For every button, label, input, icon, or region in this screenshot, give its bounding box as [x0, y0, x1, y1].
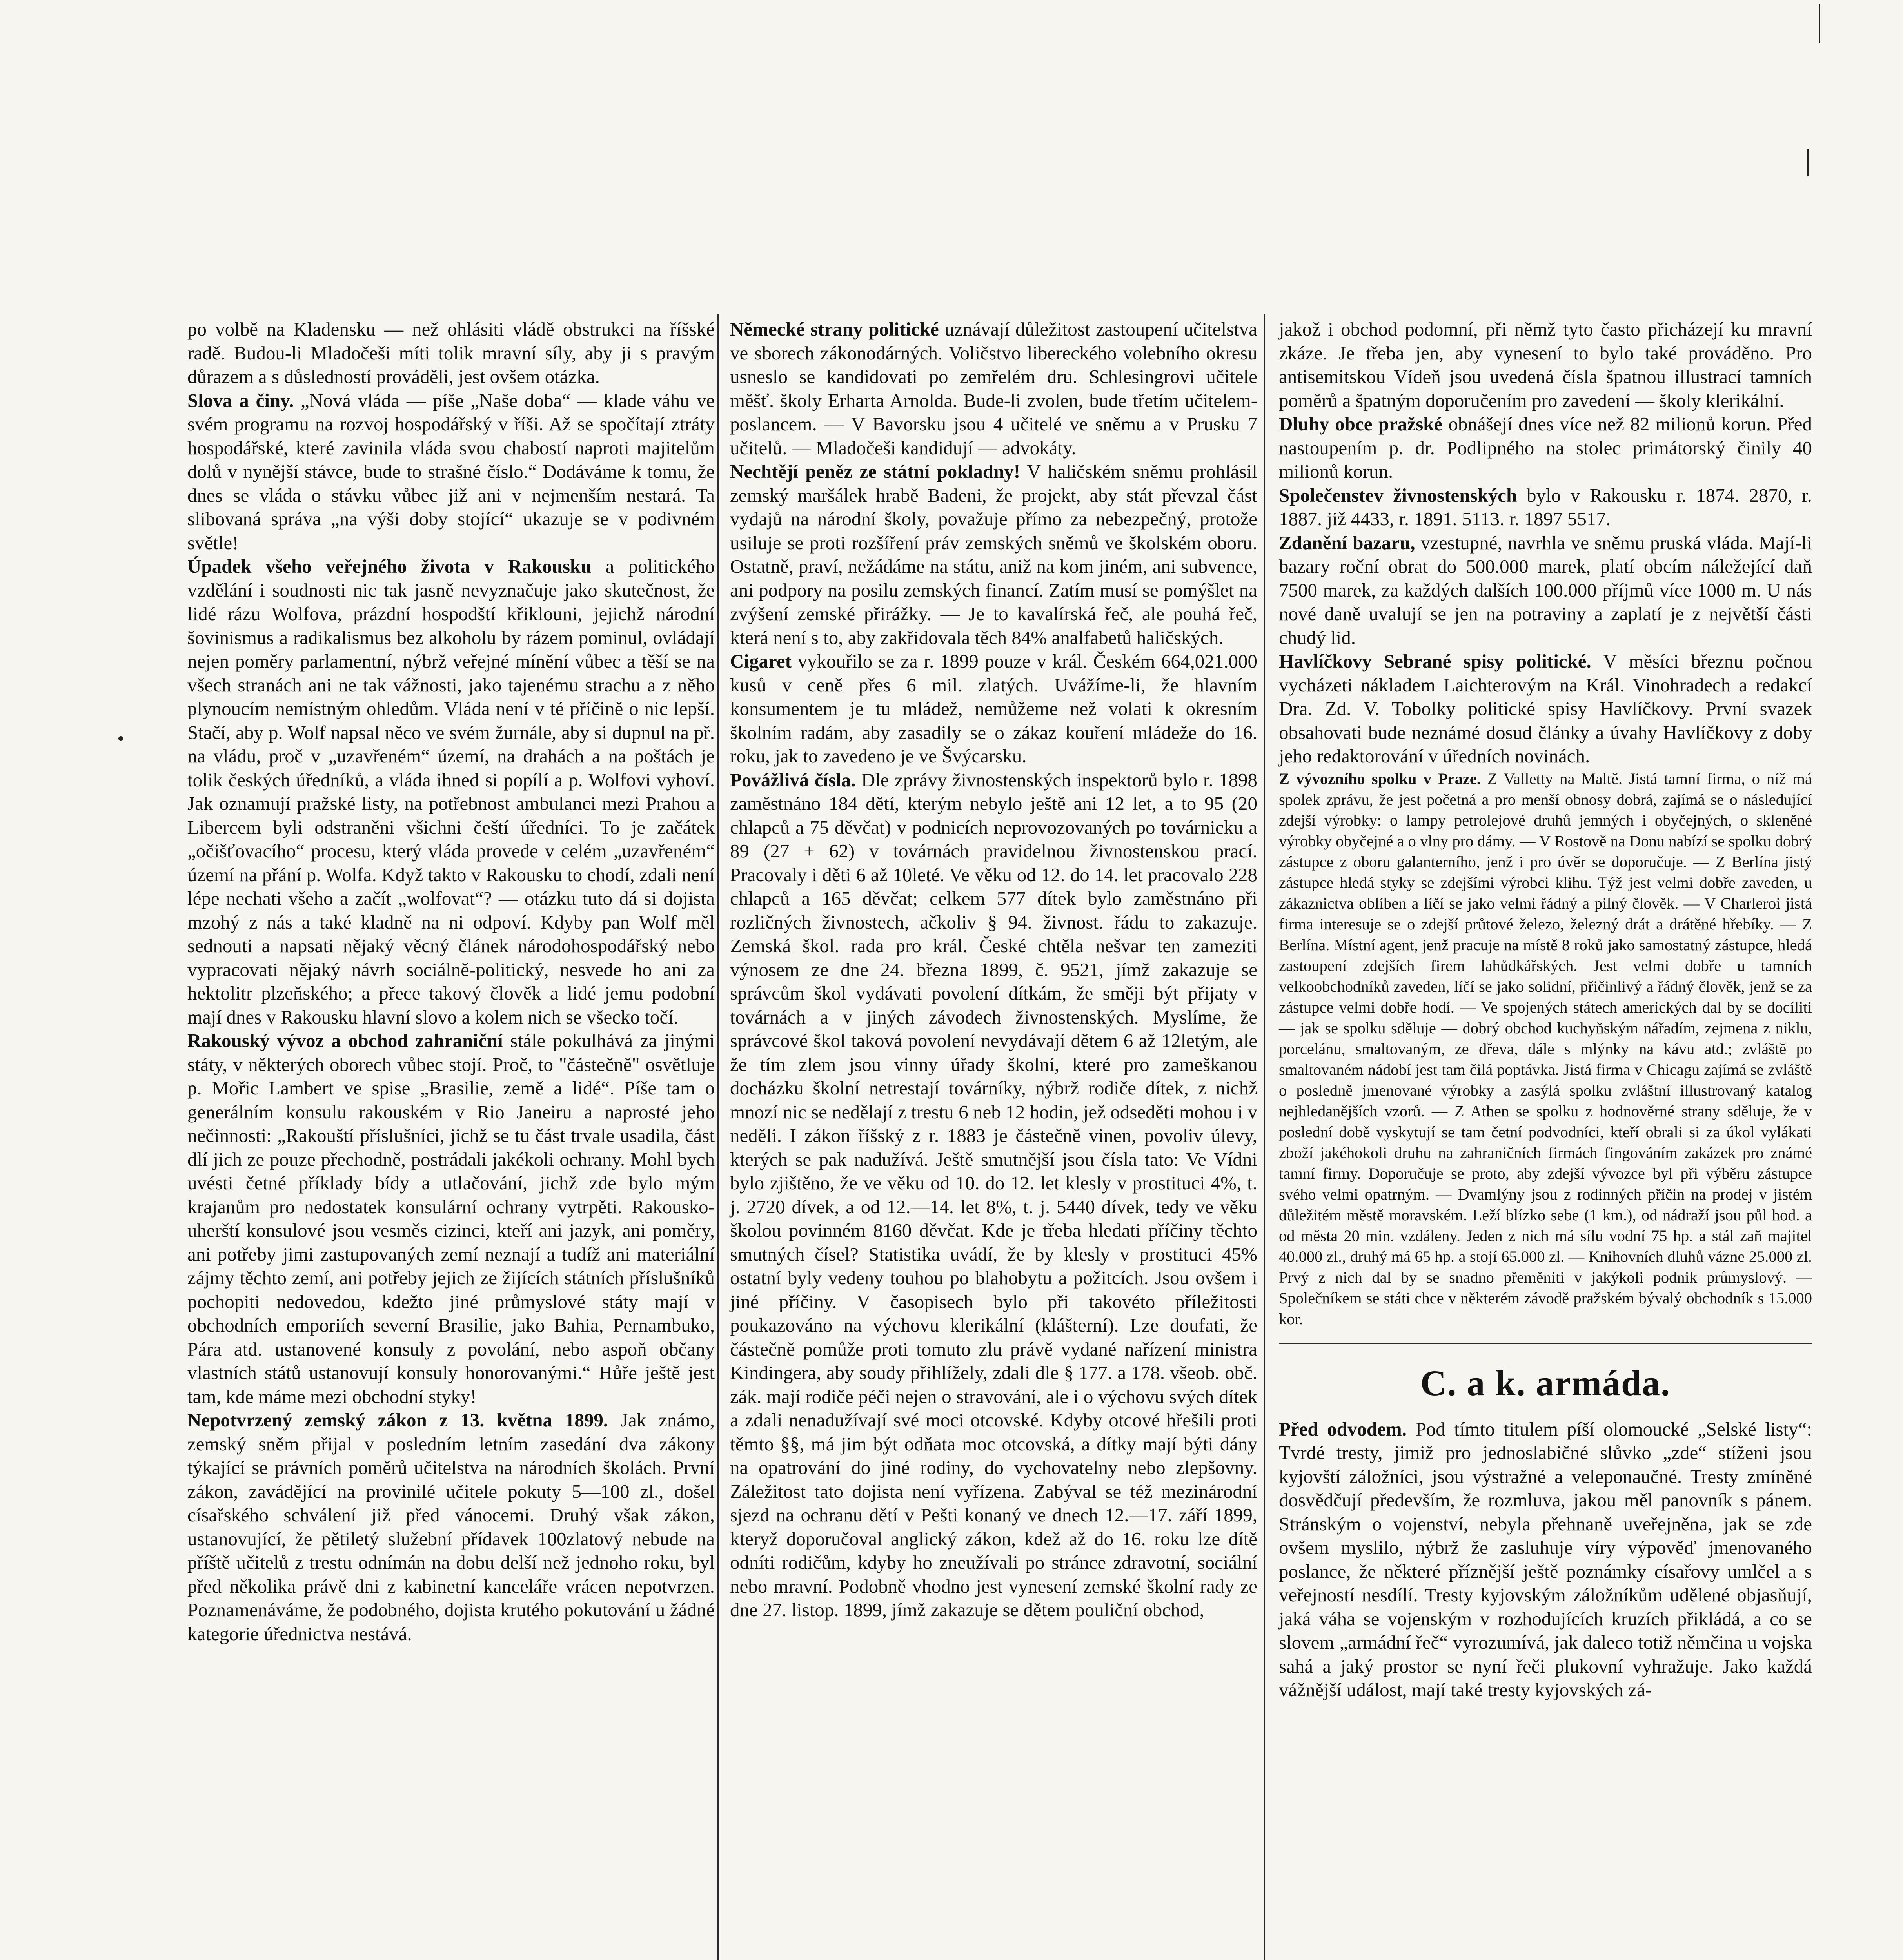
article: Havlíčkovy Sebrané spisy politické. V měsíci březnu počnou vycházeti nákladem Laichterovým na Král. Vinohradech a redakcí Dra. Zd. V. Tobolky politické spisy Havlíčkovy. První svazek obsahovati bude neznámé dosud články a úvahy Havlíčkovy z doby jeho redaktorování v úředních novinách.	[1279, 650, 1812, 767]
article-export-notices: Z vývozního spolku v Praze. Z Valletty na Maltě. Jistá tamní firma, o níž má spolek zprávu, že jest početná a pro menší obnosy dobrá, zajímá se o následující zdejší výrobky: o lampy petrolejové druhů jemných i obyčejných, o skleněné výrobky obyčejné a o vlny pro dámy. — V Rostově na Donu nabízí se spolku dobrý zástupce z oboru galanterního, jenž i pro úvěr se doporučuje. — Z Berlína jistý zástupce hledá styky se zdejšími výrobci klihu. Týž jest velmi dobře zaveden, u zákaznictva oblíben a líčí se jako velmi řádný a pilný člověk. — V Charleroi jistá firma interesuje se o zdejší průtové železo, železný drát a drátěné hřebíky. — Z Berlína. Místní agent, jenž pracuje na místě 8 roků jako samostatný zástupce, hledá zastoupení zdejších firem lahůdkářských. Jest velmi dobře u tamních velkoobchodníků zaveden, líčí se jako solidní, přičinlivý a řádný člověk, jenž se za zástupce velmi dobře hodí. — Ve spojených státech amerických dal by se docíliti — jak se spolku sděluje — dobrý obchod kuchyňským nářadím, zejmena z niklu, porcelánu, smaltovaným, ze dřeva, dále s mlýnky na kávu atd.; zvláště po smaltovaném nádobí jest tam čilá poptávka. Jistá firma v Chicagu zajímá se zvláště o posledně jmenované výrobky a zasýlá spolku zvláštní illustrovaný katalog nejhledanějších vzorů. — Z Athen se spolku z hodnověrné strany sděluje, že v poslední době vyskytují se tam četní podvodníci, kteří obrali si za úkol vylákati zboží jakéhokoli druhu na zahraničních firmách fingováním zakázek pro známé tamní firmy. Doporučuje se proto, aby zdejší vývozce byl při výběru zástupce svého velmi opatrným. — Dvamlýny jsou z rodinných příčin na prodej v jistém důležitém městě moravském. Leží blízko sebe (1 km.), od nádraží jsou půl hod. a od města 20 min. vzdáleny. Jeden z nich má sílu vodní 75 hp. a stál zaň majitel 40.000 zl., druhý má 65 hp. a stojí 65.000 zl. — Knihovních dluhů vázne 25.000 zl. Prvý z nich dal by se snadno přeměniti v jakýkoli podnik průmyslový. — Společníkem se státi chce v některém závodě pražském bývalý obchodník s 15.000 kor.	[1279, 769, 1812, 1328]
margin-mark-top	[1819, 4, 1820, 43]
column-1	[187, 318, 715, 1646]
section-heading: C. a k. armáda.	[1420, 1363, 1671, 1403]
column-2	[730, 318, 1257, 1622]
article: Před odvodem. Pod tímto titulem píší olomoucké „Selské listy“: Tvrdé tresty, jimiž pro jednoslabičné slůvko „zde“ stíženi jsou kyjovští záložníci, jsou výstražné a veleponaučné. Tresty zmíněné dosvědčují především, že rozmluva, jakou měl panovník s pánem. Stránským o vojenství, nebyla přehnaně uveřejněna, jak se zde ovšem myslilo, nýbrž že zasluhuje víry výpověď jmenovaného poslance, že některé příznější ještě poznámky císařovy umlčel a s veřejností nesdílí. Tresty kyjovským záložníkům udělené objasňují, jaká váha se vojenským v rozhodujících kruzích přikládá, a co se slovem „armádní řeč“ vyrozumívá, jak daleco totiž němčina u vojska sahá a jaký prostor se nyní řeči plukovní vyhražuje. Jako každá vážnější událost, mají také tresty kyjovských zá-	[1279, 1418, 1812, 1700]
column-3	[1279, 318, 1812, 1702]
article: Německé strany politické uznávají důležitost zastoupení učitelstva ve sborech zákonodárných. Voličstvo libereckého volebního okresu usneslo se kandidovati po zemřelém dru. Schlesingrovi učitele měšť. školy Erharta Arnolda. Bude-li zvolen, bude třetím učitelem-poslancem. — V Bavorsku jsou 4 učitelé ve sněmu a v Prusku 7 učitelů. — Mladočeši kandidují — advokáty.	[730, 318, 1258, 459]
margin-mark-right	[1807, 149, 1809, 176]
article: jakož i obchod podomní, při němž tyto často přicházejí ku mravní zkáze. Je třeba jen, aby vynesení to bylo také prováděno. Pro antisemitskou Vídeň jsou uvedená čísla špatnou illustrací tamních poměrů a špatným doporučením pro zavedení — školy klerikální.	[1279, 318, 1812, 411]
section-rule	[1279, 1343, 1812, 1344]
article: Zdanění bazaru, vzestupné, navrhla ve sněmu pruská vláda. Mají-li bazary roční obrat do 500.000 marek, platí obcím náležející daň 7500 marek, za každých dalších 100.000 příjmů více 1000 m. U nás nové daně uvalují se jen na potraviny a zaplatí je z největší části chudý lid.	[1279, 532, 1812, 648]
column-divider-left	[717, 314, 719, 1960]
article: Nechtějí peněz ze státní pokladny! V haličském sněmu prohlásil zemský maršálek hrabě Badeni, že projekt, aby stát převzal část vydajů na národní školy, považuje přímo za nebezpečný, protože usiluje se proti rozšíření práv zemských sněmů ve školském oboru. Ostatně, praví, nežádáme na státu, aniž na kom jiném, ani subvence, ani podpory na posilu zemských financí. Zatím musí se pomýšlet na zvýšení zemské přirážky. — Je to kavalírská řeč, ale pouhá řeč, která není s to, aby zakřidovala těch 84% analfabetů haličských.	[730, 461, 1257, 648]
article: Cigaret vykouřilo se za r. 1899 pouze v král. Českém 664,021.000 kusů v ceně přes 6 mil. zlatých. Uvážíme-li, že hlavním konsumentem je tu mládež, nemůžeme než volati k okresním školním radám, aby zasadily se o zákaz kouření mládeže do 16. roku, jak to zavedeno je ve Švýcarsku.	[730, 650, 1257, 767]
article: Úpadek všeho veřejného života v Rakousku a politického vzdělání i soudnosti nic tak jasně nevyznačuje jako skutečnost, že lidé rázu Wolfova, prázdní hospodští křiklouni, jejichž národní šovinismus a radikalismus bez alkoholu by rázem pominul, ovládají nejen poměry parlamentní, nýbrž veřejné mínění vůbec a těší se na všech stranách ani ne tak vážnosti, jako tajenému strachu a z něho plynoucím nemístným ohledům. Vláda není v té příčině o nic lepší. Stačí, aby p. Wolf napsal něco ve svém žurnále, aby si dupnul na př. na vládu, proč v „uzavřeném“ území, na drahách a na poštách je tolik českých úředníků, a vláda ihned si popílí a p. Wolfovi vyhoví. Jak oznamují pražské listy, na potřebnost ambulanci mezi Prahou a Libercem byli odstraněni všichni čeští úředníci. To je začátek „očišťovacího“ procesu, který vláda provede v celém „uzavřeném“ území na přání p. Wolfa. Když takto v Rakousku to chodí, zdali není lépe nechati všeho a začít „wolfovat“? — otázku tuto dá si dojista mzohý z nás a také kladně na ni odpoví. Kdyby pan Wolf měl sednouti a napsati nějaký věcný článek národohospodářský nebo vypracovati nějaký návrh sociálně-politický, nesvede ho ani za hektolitr plzeňského; a přece takový člověk a lidé jemu podobní mají dnes v Rakousku hlavní slovo a kolem nich se všecko točí.	[187, 555, 715, 1028]
article: po volbě na Kladensku — než ohlásiti vládě obstrukci na říšské radě. Budou-li Mladočeši míti tolik mravní síly, aby ji s pravým důrazem a s důsledností prováděli, jest ovšem otázka.	[187, 318, 715, 387]
article: Dluhy obce pražské obnášejí dnes více než 82 milionů korun. Před nastoupením p. dr. Podlipného na stolec primátorský činily 40 milionů korun.	[1279, 413, 1812, 482]
article: Rakouský vývoz a obchod zahraniční stále pokulhává za jinými státy, v některých oborech vůbec stojí. Proč, to "částečně" osvětluje p. Mořic Lambert ve spise „Brasilie, země a lidé“. Píše tam o generálním konsulu rakouském v Rio Janeiru a naprosté jeho nečinnosti: „Rakouští příslušníci, jichž se tu část trvale usadila, část dlí jich ze pouze přechodně, postrádali jakékoli ochrany. Mohl bych uvésti četné příklady bídy a utlačování, jichž zde bylo mým krajanům pro nedostatek konsulární ochrany vytrpěti. Rakousko-uherští konsulové jsou vesměs cizinci, kteří ani jazyk, ani poměry, ani potřeby jimi zastupovaných zemí neznají a tudíž ani materiální zájmy těchto zemí, ani potřeby jejich ze žijících státních příslušníků pochopiti nedovedou, kdežto jiné průmyslové státy mají v obchodních emporiích severní Brasilie, jako Bahia, Pernambuko, Pára atd. ustanovené konsuly z povolání, nebo aspoň občany vlastních států ustanovují konsuly honorovanými.“ Hůře ještě jest tam, kde máme mezi obchodní styky!	[187, 1030, 715, 1407]
margin-dot	[118, 736, 123, 741]
article: Slova a činy. „Nová vláda — píše „Naše doba“ — klade váhu ve svém programu na rozvoj hospodářský v říši. Až se spočítají ztráty hospodářské, které zavinila vláda svou chabostí naproti majitelům dolů v nynější stávce, bude to strašné číslo.“ Dodáváme k tomu, že dnes se vláda o stávku vůbec již ani v nejmenším nestará. Ta slibovaná správa „na výši doby stojící“ ukazuje se v podivném světle!	[187, 389, 715, 554]
column-divider-right	[1264, 314, 1265, 1960]
article: Nepotvrzený zemský zákon z 13. května 1899. Jak známo, zemský sněm přijal v posledním letním zasedání dva zákony týkající se právních poměrů učitelstva na národních školách. První zákon, zavádějící na provinilé učitele pokuty 5—100 zl., došel císařského schválení již před vánocemi. Druhý však zákon, ustanovující, že pětiletý služební přídavek 100zlatový nebude na příště učitelů z trestu odnímán na dobu delší než jednoho roku, byl před několika právě dni z kabinetní kanceláře vrácen nepotvrzen. Poznamenáváme, že podobného, dojista krutého pokutování u žádné kategorie úřednictva nestává.	[187, 1409, 715, 1644]
article: Společenstev živnostenských bylo v Rakousku r. 1874. 2870, r. 1887. již 4433, r. 1891. 5113. r. 1897 5517.	[1279, 484, 1812, 530]
article: Povážlivá čísla. Dle zprávy živnostenských inspektorů bylo r. 1898 zaměstnáno 184 dětí, kterým nebylo ještě ani 12 let, a to 95 (20 chlapců a 75 děvčat) v podnicích neprovozovaných po továrnicku a 89 (27 + 62) v továrnách pravidelnou živnostenskou prací. Pracovaly i děti 6 až 10leté. Ve věku od 12. do 14. let pracovalo 228 chlapců a 165 děvčat; celkem 577 dítek bylo zaměstnáno při rozličných živnostech, ačkoliv § 94. živnost. řádu to zakazuje. Zemská škol. rada pro král. České chtěla nešvar ten zameziti výnosem ze dne 24. března 1899, č. 9521, jímž zakazuje se správcům škol vydávati povolení dítkám, že směji být přijaty v továrnách a v jiných závodech živnostenských. Myslíme, že správcové škol taková povolení nevydávají dětem 6 až 12letým, ale že tím zlem jsou vinny úřady školní, které pro zameškanou docházku školní netrestají továrníky, nýbrž rodiče dítek, z nichž mnozí nic se nedělají z trestu 6 neb 12 hodin, jež odseděti mohou i v neděli. I zákon říšský z r. 1883 je částečně vinen, povoliv úlevy, kterých se pak nadužívá. Ještě smutnější jsou čísla tato: Ve Vídni bylo zjištěno, že ve věku od 10. do 12. let klesly v prostituci 4%, t. j. 2720 dívek, a od 12.—14. let 8%, t. j. 5440 dívek, tedy ve věku školou povinném 8160 děvčat. Kde je třeba hledati příčiny těchto smutných čísel? Statistika uvádí, že by klesly v prostituci 45% ostatní byly vedeny touhou po blahobytu a požitcích. Jsou ovšem i jiné příčiny. V časopisech bylo při takovéto příležitosti poukazováno na výchovu klerikální (klášterní). Lze doufati, že částečně pomůže proti tomuto zlu právě vydané nařízení ministra Kindingera, aby soudy přihlížely, zdali dle § 177. a 178. všeob. obč. zák. mají rodiče péči nejen o stravování, ale i o výchovu svých dítek a zdali nenadužívají své moci otcovské. Kdyby otcové hřešili proti těmto §§, má jim být odňata moc otcovská, a dítky mají býti dány na opatrování do jiné rodiny, do vychovatelny nebo zlepšovny. Záležitost tato dojista není vyřízena. Zabýval se též mezinárodní sjezd na ochranu dětí v Pešti konaný ve dnech 12.—17. září 1899, kteryž doporučoval anglický zákon, kdež až do 16. roku lze dítě odníti rodičům, kdyby ho zneužívali po stránce zdravotní, sociální nebo mravní. Podobně vhodno jest vynesení zemské školní rady ze dne 27. listop. 1899, jímž zakazuje se dětem pouliční obchod,	[730, 769, 1258, 1621]
